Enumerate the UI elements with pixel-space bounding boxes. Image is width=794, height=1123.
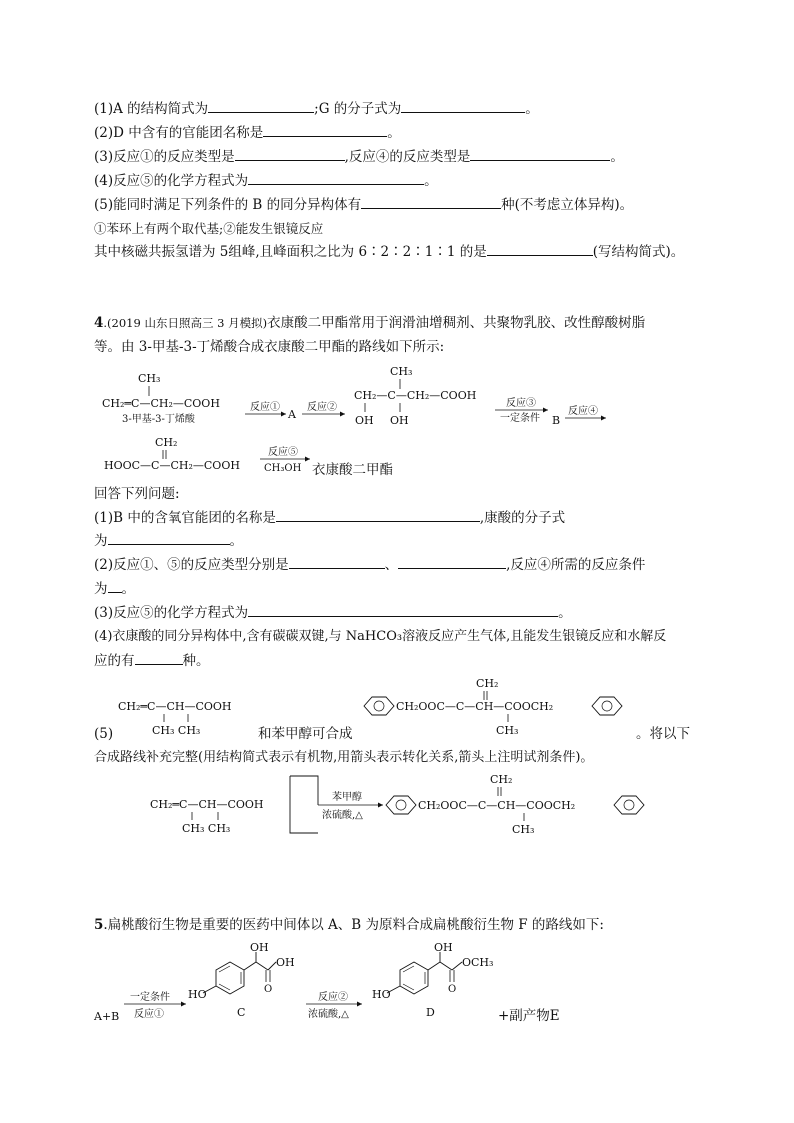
s4-q3-text: (3)反应⑤的化学方程式为 xyxy=(94,605,249,621)
methyl-label: CH₃ xyxy=(390,365,413,378)
compound-B: B xyxy=(552,414,561,427)
compound-C: C xyxy=(237,1006,246,1019)
methoxy-label: OCH₃ xyxy=(462,956,494,969)
product-name: 衣康酸二甲酯 xyxy=(312,462,393,478)
methylene-label: CH₂ xyxy=(476,677,499,690)
route-start-substituents: CH₃ CH₃ xyxy=(182,822,231,835)
question-number: 4 xyxy=(94,315,104,331)
s4-q1-text: (1)B 中的含氧官能团的名称是 xyxy=(94,510,276,526)
start-material-name: 3-甲基-3-丁烯酸 xyxy=(122,414,195,425)
s3-q1-end: 。 xyxy=(525,101,539,117)
s3-nmr-text: 其中核磁共振氢谱为 5组峰,且峰面积之比为 6∶2∶2∶1∶1 的是 xyxy=(94,244,487,260)
s3-q4-text: (4)反应⑤的化学方程式为 xyxy=(94,173,249,189)
s3-q2-text: (2)D 中含有的官能团名称是 xyxy=(94,125,264,141)
reaction-4-label: 反应④ xyxy=(568,406,598,417)
route-start-formula: CH₂═C—CH—COOH xyxy=(150,798,264,811)
reaction-3-label: 反应③ xyxy=(506,398,536,409)
reaction-5-label: 反应⑤ xyxy=(268,447,298,458)
diol-formula: CH₂—C—CH₂—COOH xyxy=(354,389,477,402)
reaction-5-condition: CH₃OH xyxy=(264,463,302,474)
compound-A: A xyxy=(288,408,296,421)
reagent-benzyl-alcohol: 苯甲醇 xyxy=(332,792,362,803)
s4-q4: (4)衣康酸的同分异构体中,含有碳碳双键,与 NaHCO₃溶液反应产生气体,且能发生银镜反应和水解反 xyxy=(94,629,667,644)
itaconic-acid-formula: HOOC—C—CH₂—COOH xyxy=(104,459,240,472)
hydroxyl-label: OH xyxy=(276,956,295,969)
reaction-2-label: 反应② xyxy=(307,402,337,413)
methylene-label: CH₂ xyxy=(155,436,178,449)
reaction-3-condition: 一定条件 xyxy=(500,413,540,424)
s4-q2-sep: 、 xyxy=(384,557,399,573)
s3-q3-text: (3)反应①的反应类型是 xyxy=(94,149,235,165)
benzene-ring xyxy=(400,962,428,994)
reagent-sulfuric-acid: 浓硫酸,△ xyxy=(322,810,363,821)
s4-q5-and: 和苯甲醇可合成 xyxy=(258,726,353,742)
reactants-AB: A+B xyxy=(94,1010,120,1023)
s4-q2-text2: ,反应④所需的反应条件 xyxy=(506,557,646,573)
compound-D: D xyxy=(426,1006,435,1019)
benzene-ring xyxy=(216,962,244,994)
s4-q2-text3: 为 xyxy=(94,581,108,597)
s4-q5-end: 。将以下 xyxy=(636,726,690,742)
monomer-substituents: CH₃ CH₃ xyxy=(152,724,201,737)
s3-q2-end: 。 xyxy=(387,125,401,141)
svg-text:O: O xyxy=(264,984,273,995)
s4-answer-heading: 回答下列问题: xyxy=(94,486,180,502)
s3-conditions: ①苯环上有两个取代基;②能发生银镜反应 xyxy=(94,221,324,236)
methyl-label: CH₃ xyxy=(496,724,519,737)
reaction-2-label: 反应② xyxy=(318,992,348,1003)
s5-intro: .扁桃酸衍生物是重要的医药中间体以 A、B 为原料合成扁桃酸衍生物 F 的路线如下: xyxy=(103,917,604,933)
route-product-formula: CH₂OOC—C—CH—COOCH₂ xyxy=(418,799,576,812)
hydroxyl-label: OH xyxy=(355,414,374,427)
s3-q3-text2: ,反应④的反应类型是 xyxy=(344,149,471,165)
target-diester-formula: CH₂OOC—C—CH—COOCH₂ xyxy=(396,700,554,713)
hydroxyl-label: HO xyxy=(372,988,391,1001)
s3-q5-text: (5)能同时满足下列条件的 B 的同分异构体有 xyxy=(94,197,362,213)
s4-q1-end: 。 xyxy=(229,533,243,549)
question-number: 5 xyxy=(94,917,104,933)
s4-intro-2: 等。由 3-甲基-3-丁烯酸合成衣康酸二甲酯的路线如下所示: xyxy=(94,339,445,355)
s3-q1-text2: ;G 的分子式为 xyxy=(314,101,402,117)
start-material-formula: CH₂═C—CH₂—COOH xyxy=(102,397,220,410)
s4-q5-label: (5) xyxy=(94,726,114,742)
monomer-formula: CH₂═C—CH—COOH xyxy=(118,700,232,713)
reaction-1-label: 反应① xyxy=(134,1009,164,1020)
svg-text:O: O xyxy=(448,984,457,995)
hydroxyl-label: OH xyxy=(434,941,453,954)
s4-q4-end: 种。 xyxy=(182,653,210,669)
s4-intro-1: 衣康酸二甲酯常用于润滑油增稠剂、共聚物乳胶、改性醇酸树脂 xyxy=(267,315,646,331)
hydroxyl-label: OH xyxy=(390,414,409,427)
methyl-label: CH₃ xyxy=(512,823,535,836)
s3-nmr-end: (写结构简式)。 xyxy=(592,244,685,260)
methyl-label: CH₃ xyxy=(138,372,161,385)
reaction-2-condition: 浓硫酸,△ xyxy=(308,1009,349,1020)
s4-q1-text3: 为 xyxy=(94,533,108,549)
hydroxyl-label: OH xyxy=(250,941,269,954)
s4-q4-text: 应的有 xyxy=(94,653,135,669)
reaction-1-condition: 一定条件 xyxy=(130,992,170,1003)
reaction-1-label: 反应① xyxy=(250,402,280,413)
s4-q1-text2: ,康酸的分子式 xyxy=(479,510,566,526)
methylene-label: CH₂ xyxy=(490,773,513,786)
s3-q1-text: (1)A 的结构简式为 xyxy=(94,101,209,117)
s3-q3-end: 。 xyxy=(610,149,624,165)
s4-q2-text: (2)反应①、⑤的反应类型分别是 xyxy=(94,557,289,573)
s4-q3-end: 。 xyxy=(558,605,572,621)
question-source: .(2019 山东日照高三 3 月模拟) xyxy=(103,316,268,330)
s4-q5-line2: 合成路线补充完整(用结构简式表示有机物,用箭头表示转化关系,箭头上注明试剂条件)。 xyxy=(94,750,594,765)
s3-q4-end: 。 xyxy=(424,173,438,189)
s4-q2-end: 。 xyxy=(121,581,135,597)
hydroxyl-label: HO xyxy=(188,988,207,1001)
byproduct-E: +副产物E xyxy=(498,1008,560,1024)
s3-q5-end: 种(不考虑立体异构)。 xyxy=(501,197,634,213)
